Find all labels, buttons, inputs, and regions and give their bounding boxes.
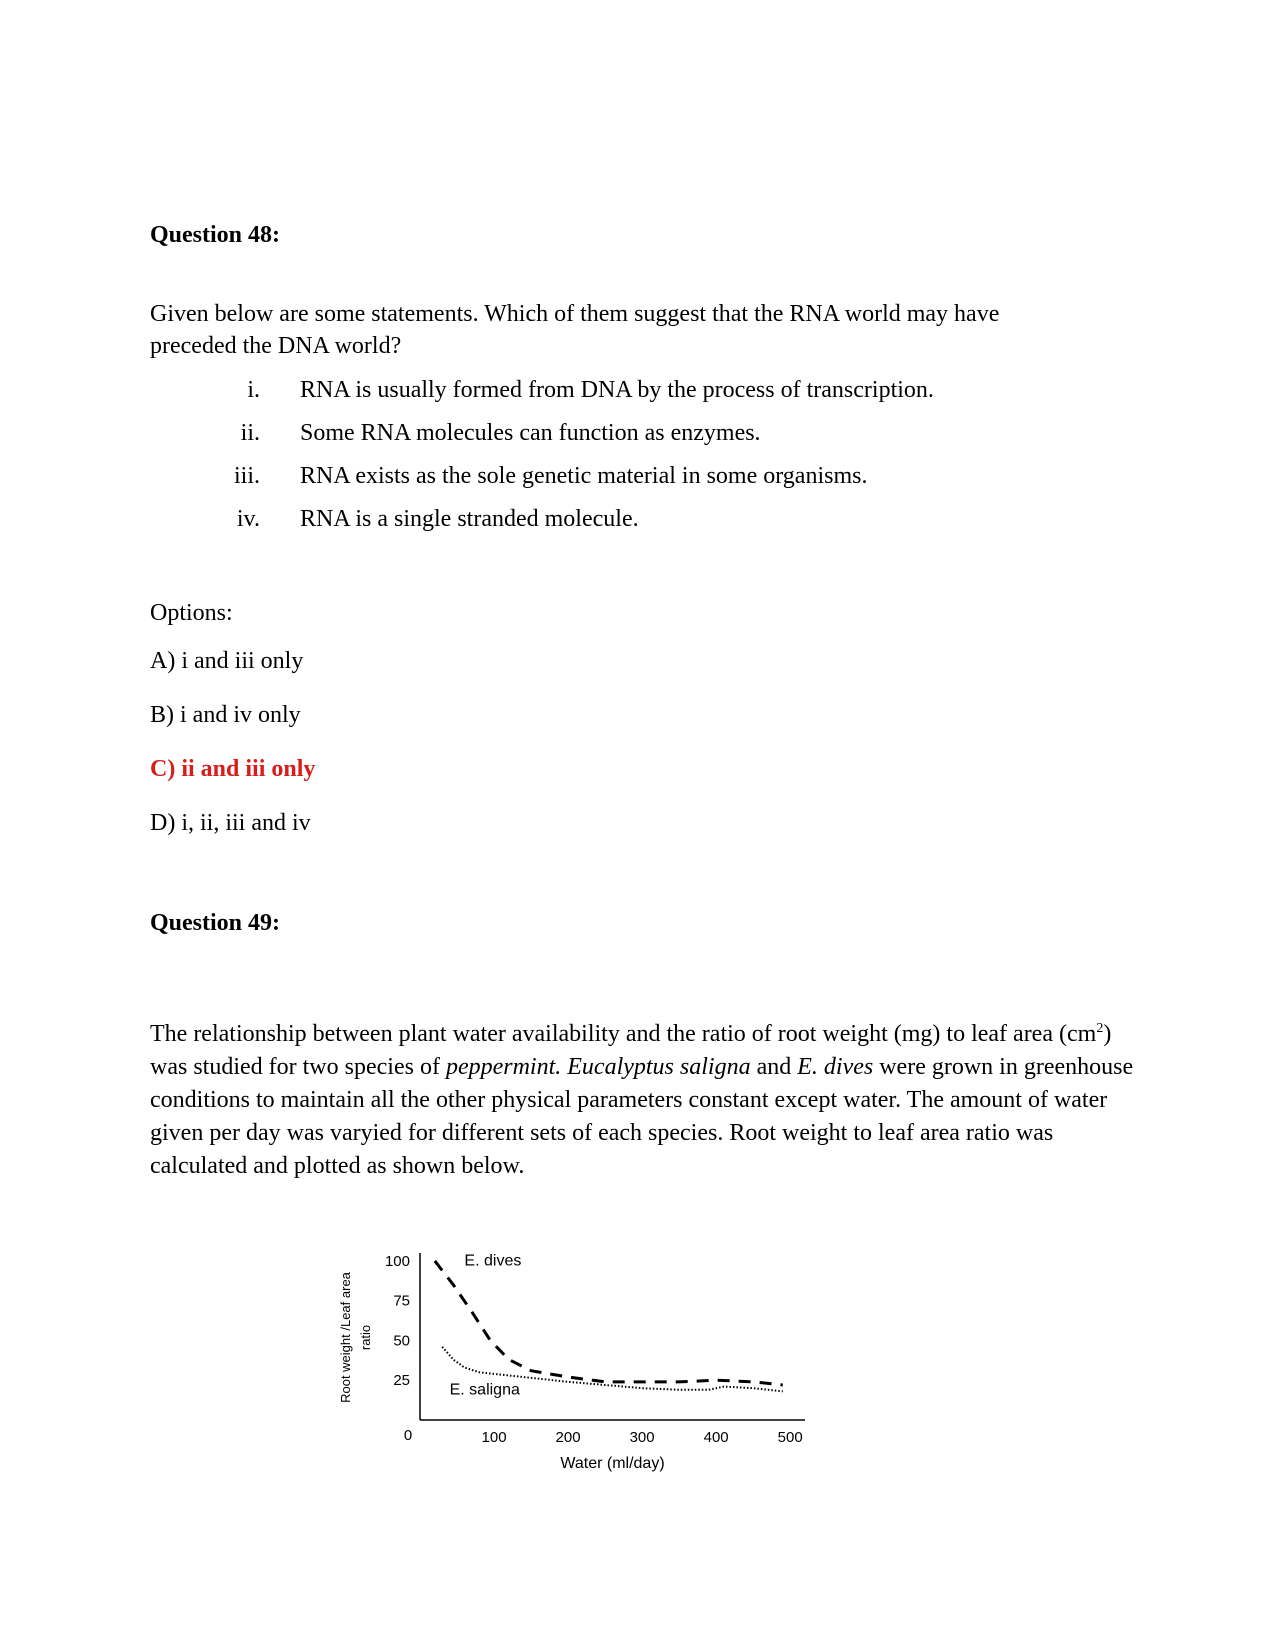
question-49-title: Question 49: — [150, 910, 281, 936]
para-text-3: and — [750, 1054, 798, 1080]
x-tick-label: 400 — [703, 1429, 729, 1446]
y-tick-label: 25 — [393, 1372, 410, 1390]
para-text-1: The relationship between plant water availability and the ratio of root weight (mg) to leaf area (cm — [150, 1021, 1097, 1047]
x-tick-label: 200 — [555, 1429, 581, 1446]
statement-number: iv. — [236, 506, 260, 532]
question-48-title: Question 48: — [150, 222, 281, 248]
question-48-prompt-line2: preceded the DNA world? — [150, 333, 402, 359]
x-tick-label: 300 — [629, 1429, 655, 1446]
para-italic-2: E. dives — [797, 1054, 874, 1080]
statement-text: RNA is usually formed from DNA by the process of transcription. — [300, 377, 934, 403]
para-italic-1: peppermint. Eucalyptus saligna — [445, 1054, 751, 1080]
y-tick-label: 50 — [393, 1332, 410, 1350]
option-b: B) i and iv only — [150, 702, 301, 728]
annotations — [450, 1253, 522, 1399]
line-chart — [340, 1250, 860, 1570]
statement-number: iii. — [233, 463, 260, 489]
statement-text: Some RNA molecules can function as enzymes. — [300, 420, 761, 446]
tick-labels — [385, 1253, 803, 1446]
series-lines — [435, 1261, 783, 1391]
y-tick-label: 75 — [393, 1292, 410, 1310]
series-annotation: E. saligna — [449, 1381, 520, 1399]
para-text-4: were grown in greenhouse conditions to maintain all the other physical parameters constant except water. The amount of water given per day was varyied for different sets of each species. Root weight to leaf area ratio was calculated and plotted as shown below. — [150, 1054, 1134, 1179]
statement-text: RNA is a single stranded molecule. — [300, 506, 639, 532]
option-d: D) i, ii, iii and iv — [150, 810, 311, 836]
para-text-2: ) was studied for two species of — [150, 1021, 1112, 1080]
statement-text: RNA exists as the sole genetic material in some organisms. — [300, 463, 868, 489]
series-annotation: E. dives — [464, 1252, 522, 1270]
x-axis-label: Water (ml/day) — [560, 1455, 665, 1472]
statement-number: i. — [247, 377, 260, 403]
y-tick-label: 100 — [384, 1252, 410, 1270]
options-label: Options: — [150, 600, 233, 626]
statement-number: ii. — [240, 420, 260, 446]
y-axis-label-line2: ratio — [358, 1324, 373, 1351]
y-axis-label-line1: Root weight /Leaf area — [338, 1272, 353, 1403]
x-tick-label: 100 — [481, 1429, 507, 1446]
superscript-2: 2 — [1096, 1021, 1104, 1036]
question-48-prompt-line1: Given below are some statements. Which of them suggest that the RNA world may have — [150, 301, 1000, 327]
option-c-correct-answer: C) ii and iii only — [150, 756, 316, 782]
option-a: A) i and iii only — [150, 648, 304, 674]
question-49-paragraph — [150, 1012, 1140, 1183]
origin-label: 0 — [403, 1427, 413, 1444]
series-line-e-dives — [435, 1261, 783, 1385]
x-tick-label: 500 — [777, 1429, 803, 1446]
